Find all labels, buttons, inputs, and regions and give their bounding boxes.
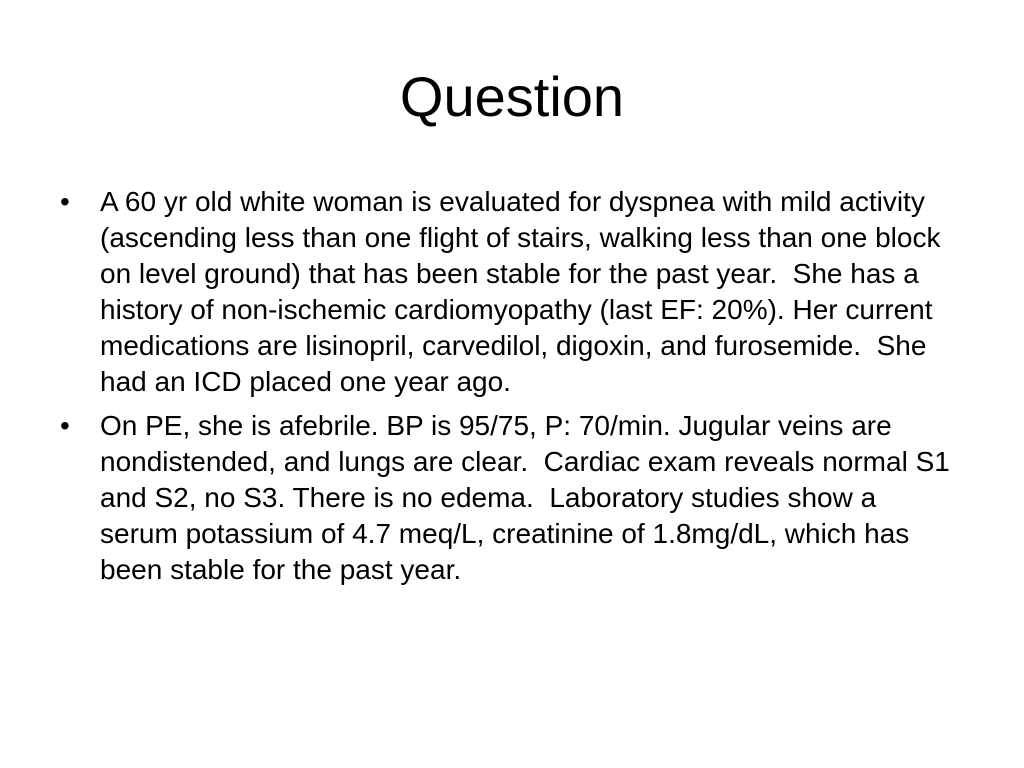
bullet-list — [60, 184, 960, 596]
bullet-text-1: A 60 yr old white woman is evaluated for dyspnea with mild activity (ascending less than one flight of stairs, walking less than one block on level ground) that has been stable for the past year. She has a history of non-ischemic cardiomyopathy (last EF: 20%). Her current medications are lisinopril, carvedilol, digoxin, and furosemide. She had an ICD placed one year ago. — [100, 186, 949, 397]
bullet-item-2 — [60, 408, 960, 588]
slide-title: Question — [399, 65, 625, 128]
bullet-icon: • — [60, 410, 70, 441]
bullet-item-1 — [60, 184, 960, 400]
bullet-icon: • — [60, 186, 70, 217]
bullet-text-2: On PE, she is afebrile. BP is 95/75, P: 70/min. Jugular veins are nondistended, and lungs are clear. Cardiac exam reveals normal S1 and S2, no S3. There is no edema. Laboratory studies show a serum potassium of 4.7 meq/L, creatinine of 1.8mg/dL, which has been stable for the past year. — [100, 410, 958, 585]
